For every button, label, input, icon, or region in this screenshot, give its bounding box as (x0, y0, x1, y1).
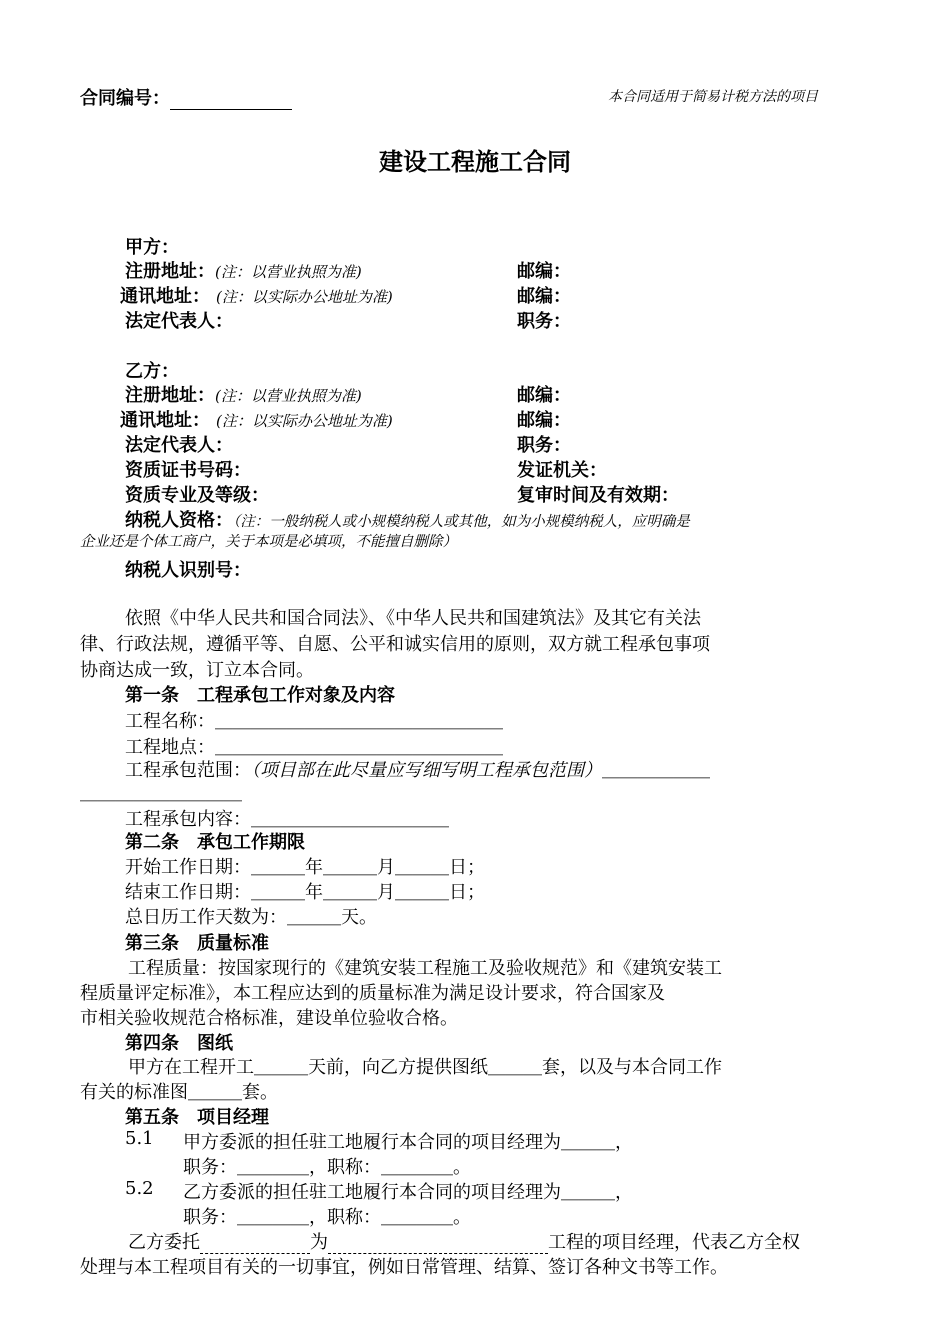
article-2-start: 开始工作日期：＿＿＿年＿＿＿月＿＿＿日； (125, 857, 485, 878)
party-b-reg-address-note: (注：以营业执照为准) (215, 387, 362, 405)
article-3-line-3: 市相关验收规范合格标准，建设单位验收合格。 (80, 1008, 458, 1029)
page-title: 建设工程施工合同 (379, 148, 571, 176)
article-3-line-1: 工程质量：按国家现行的《建筑安装工程施工及验收规范》和《建筑安装工 (128, 958, 722, 979)
article-4-line-2: 有关的标准图＿＿＿套。 (80, 1082, 278, 1103)
clause-5-1-number: 5.1 (125, 1128, 154, 1149)
article-1-scope-label: 工程承包范围： (125, 760, 251, 781)
party-a-label: 甲方： (125, 237, 179, 258)
party-a-mail-address (120, 282, 393, 308)
party-b-postcode-1: 邮编： (517, 385, 571, 406)
party-b-reg-address-label: 注册地址： (125, 385, 215, 406)
article-2-heading: 第二条 承包工作期限 (125, 832, 305, 853)
party-b-taxpayer (125, 506, 690, 532)
clause-5-2-sub: 职务：＿＿＿＿，职称：＿＿＿＿。 (183, 1207, 471, 1228)
party-a-reg-address-label: 注册地址： (125, 261, 215, 282)
party-b-qual-grade: 资质专业及等级： (125, 485, 269, 506)
party-a-legal-rep: 法定代表人： (125, 311, 233, 332)
article-1-location: 工程地点：＿＿＿＿＿＿＿＿＿＿＿＿＿＿＿＿ (125, 737, 503, 758)
party-b-reg-address (125, 381, 362, 407)
party-b-taxpayer-label: 纳税人资格： (125, 510, 233, 531)
authorization-line-1 (128, 1228, 800, 1254)
article-1-name: 工程名称：＿＿＿＿＿＿＿＿＿＿＿＿＿＿＿＿ (125, 711, 503, 732)
contract-number-row (80, 84, 292, 110)
applicability-note: 本合同适用于简易计税方法的项目 (608, 89, 818, 105)
article-4-line-1: 甲方在工程开工＿＿＿天前，向乙方提供图纸＿＿＿套，以及与本合同工作 (128, 1057, 722, 1078)
party-b-issuer: 发证机关： (517, 460, 607, 481)
party-b-mail-address-note: (注：以实际办公地址为准) (216, 412, 393, 430)
party-b-review: 复审时间及有效期： (517, 485, 679, 506)
article-1-scope-continued: ＿＿＿＿＿＿＿＿＿ (80, 783, 242, 804)
party-b-position: 职务： (517, 435, 571, 456)
clause-5-1-text: 甲方委派的担任驻工地履行本合同的项目经理为＿＿＿， (183, 1132, 633, 1153)
party-b-taxpayer-note-2: 企业还是个体工商户，关于本项是必填项，不能擅自删除） (80, 534, 457, 550)
intro-line-1: 依照《中华人民共和国合同法》、《中华人民共和国建筑法》及其它有关法 (125, 608, 701, 629)
article-4-heading: 第四条 图纸 (125, 1033, 233, 1054)
clause-5-2-number: 5.2 (125, 1178, 154, 1199)
clause-5-1-sub: 职务：＿＿＿＿，职称：＿＿＿＿。 (183, 1157, 471, 1178)
party-a-reg-address-note: (注：以营业执照为准) (215, 263, 362, 281)
article-5-heading: 第五条 项目经理 (125, 1107, 269, 1128)
article-1-heading: 第一条 工程承包工作对象及内容 (125, 685, 395, 706)
party-b-cert-no: 资质证书号码： (125, 460, 251, 481)
intro-line-2: 律、行政法规，遵循平等、自愿、公平和诚实信用的原则，双方就工程承包事项 (80, 634, 710, 655)
contract-number-blank (170, 91, 292, 110)
party-a-postcode-1: 邮编： (517, 261, 571, 282)
party-a-reg-address (125, 257, 362, 283)
party-b-mail-address (120, 406, 393, 432)
article-2-days: 总日历工作天数为：＿＿＿天。 (125, 907, 377, 928)
party-b-label: 乙方： (125, 361, 179, 382)
party-a-mail-address-label: 通讯地址： (120, 286, 210, 307)
authorization-part-a: 乙方委托 (128, 1232, 200, 1253)
article-3-line-2: 程质量评定标准》，本工程应达到的质量标准为满足设计要求，符合国家及 (80, 983, 665, 1004)
authorization-part-c: 工程的项目经理，代表乙方全权 (548, 1232, 800, 1253)
party-b-legal-rep: 法定代表人： (125, 435, 233, 456)
article-2-end: 结束工作日期：＿＿＿年＿＿＿月＿＿＿日； (125, 882, 485, 903)
contract-number-label: 合同编号： (80, 88, 170, 109)
article-1-scope-note: （项目部在此尽量应写细写明工程承包范围） (251, 760, 602, 781)
authorization-part-b: 为 (310, 1232, 328, 1253)
authorization-line-2: 处理与本工程项目有关的一切事宜，例如日常管理、结算、签订各种文书等工作。 (80, 1257, 728, 1278)
authorization-blank-1 (200, 1235, 310, 1254)
intro-line-3: 协商达成一致，订立本合同。 (80, 660, 314, 681)
authorization-blank-2 (328, 1235, 548, 1254)
party-b-mail-address-label: 通讯地址： (120, 410, 210, 431)
party-b-postcode-2: 邮编： (517, 410, 571, 431)
party-b-taxpayer-note-1: （注：一般纳税人或小规模纳税人或其他，如为小规模纳税人，应明确是 (233, 514, 690, 530)
article-1-scope-blanks: ＿＿＿＿＿＿ (602, 760, 710, 781)
party-a-position: 职务： (517, 311, 571, 332)
article-3-heading: 第三条 质量标准 (125, 933, 269, 954)
clause-5-2-text: 乙方委派的担任驻工地履行本合同的项目经理为＿＿＿， (183, 1182, 633, 1203)
party-a-mail-address-note: (注：以实际办公地址为准) (216, 288, 393, 306)
party-a-postcode-2: 邮编： (517, 286, 571, 307)
party-b-tax-id: 纳税人识别号： (125, 560, 251, 581)
article-1-content: 工程承包内容：＿＿＿＿＿＿＿＿＿＿＿ (125, 809, 449, 830)
